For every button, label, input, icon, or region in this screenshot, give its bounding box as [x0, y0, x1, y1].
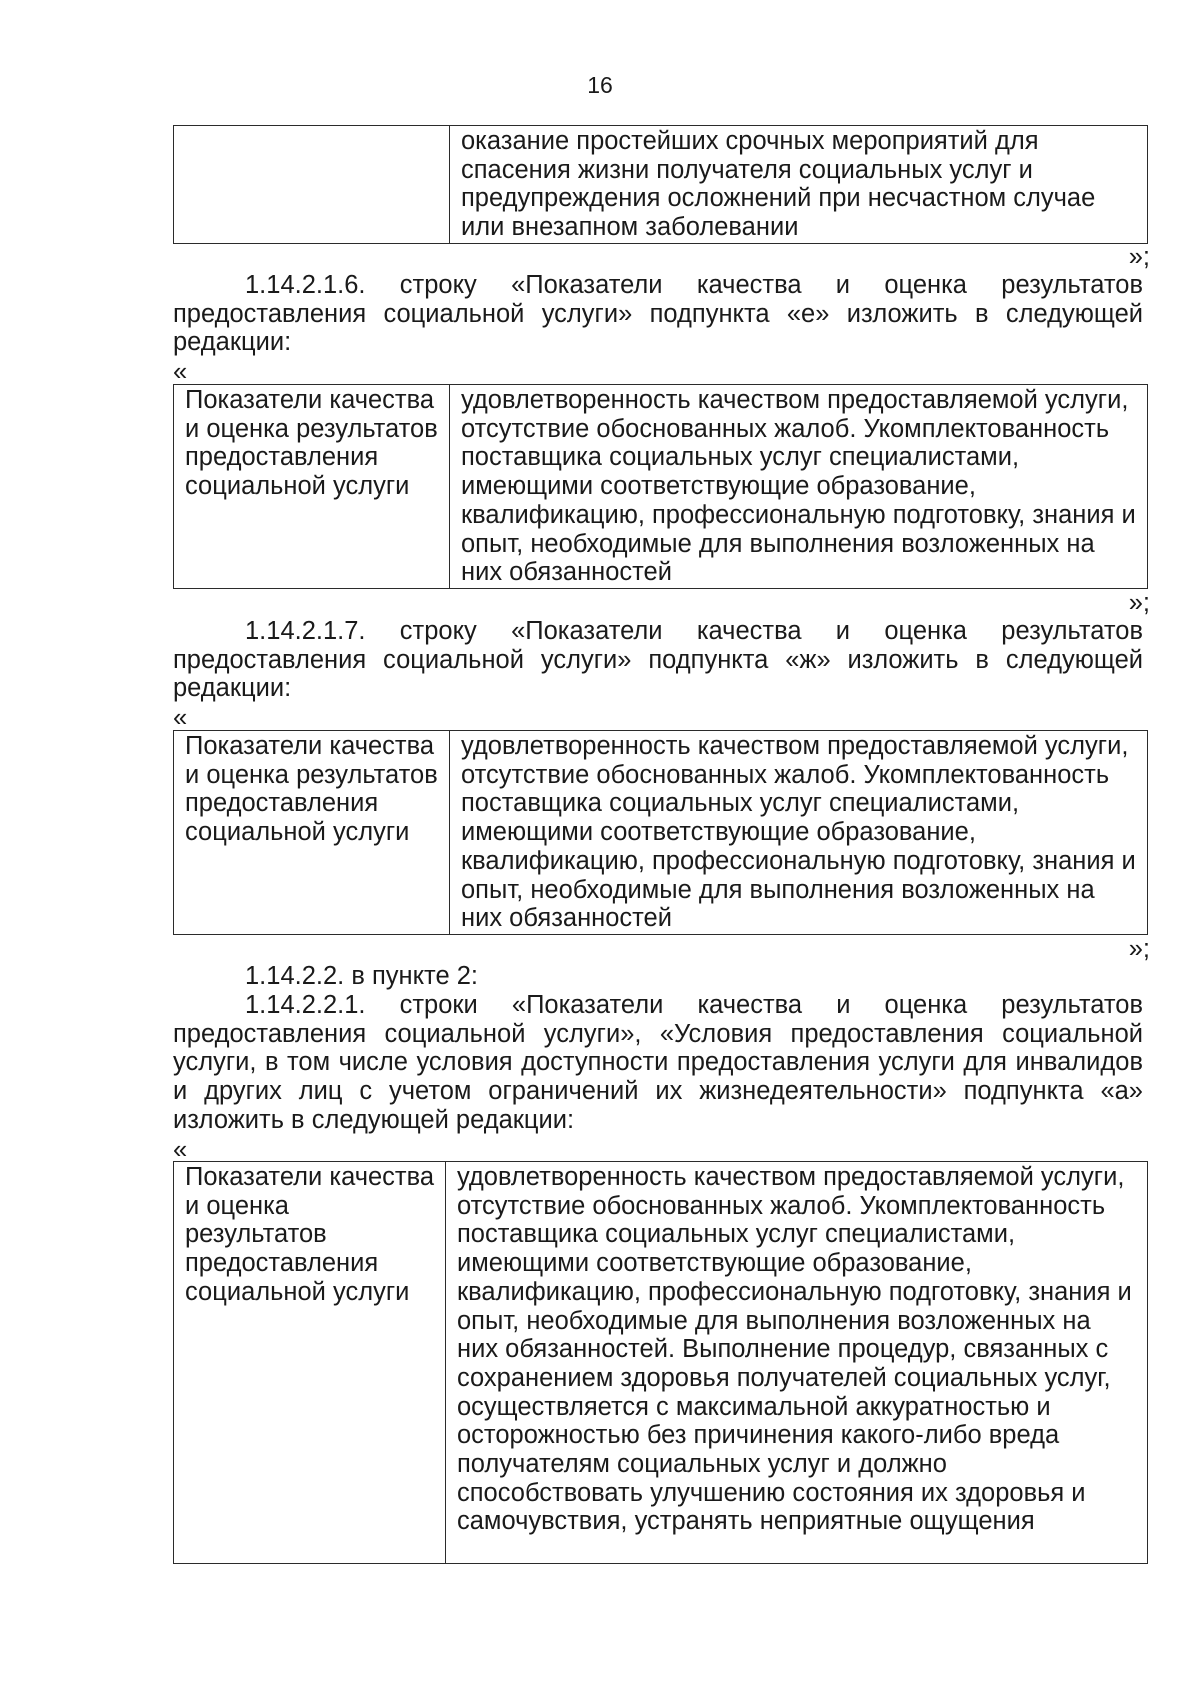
- amendment-paragraph-1-14-2-1-7: 1.14.2.1.7. строку «Показатели качества и оценка результатов предоставления социальной услуги» подпункта «ж» изложить в следующей редакции:: [173, 617, 1143, 703]
- table-cell-label: Показатели качества и оценка результатов предоставления социальной услуги: [174, 731, 450, 935]
- table-row: [174, 126, 1148, 244]
- table-cell-content: удовлетворенность качеством предоставляемой услуги, отсутствие обоснованных жалоб. Укомплектованность поставщика социальных услуг специалистами, имеющими соответствующие образование, квалификацию, профессиональную подготовку, знания и опыт, необходимые для выполнения возложенных на них обязанностей: [450, 385, 1148, 589]
- table-cell-content: удовлетворенность качеством предоставляемой услуги, отсутствие обоснованных жалоб. Укомплектованность поставщика социальных услуг специалистами, имеющими соответствующие образование, квалификацию, профессиональную подготовку, знания и опыт, необходимые для выполнения возложенных на них обязанностей: [450, 731, 1148, 935]
- table-row: [174, 385, 1148, 589]
- table-quality-indicators-zh: [173, 730, 1148, 935]
- opening-quote: «: [173, 704, 188, 732]
- table-row: [174, 1162, 1148, 1564]
- closing-quote: »;: [1128, 243, 1150, 271]
- table-row: [174, 731, 1148, 935]
- closing-quote: »;: [1128, 589, 1150, 617]
- opening-quote: «: [173, 358, 188, 386]
- closing-quote: »;: [1128, 935, 1150, 963]
- opening-quote: «: [173, 1136, 188, 1164]
- table-cell-label: [174, 126, 450, 244]
- amendment-paragraph-1-14-2-1-6: 1.14.2.1.6. строку «Показатели качества и оценка результатов предоставления социальной услуги» подпункта «е» изложить в следующей редакции:: [173, 271, 1143, 357]
- amendment-paragraph-1-14-2-2: 1.14.2.2. в пункте 2:: [245, 962, 478, 990]
- table-continuation: [173, 125, 1148, 244]
- page-number: 16: [587, 72, 613, 98]
- table-cell-content: оказание простейших срочных мероприятий для спасения жизни получателя социальных услуг и предупреждения осложнений при несчастном случае или внезапном заболевании: [450, 126, 1148, 244]
- table-quality-indicators-a: [173, 1161, 1148, 1564]
- table-cell-content: удовлетворенность качеством предоставляемой услуги, отсутствие обоснованных жалоб. Укомплектованность поставщика социальных услуг специалистами, имеющими соответствующие образование, квалификацию, профессиональную подготовку, знания и опыт, необходимые для выполнения возложенных на них обязанностей. Выполнение процедур, связанных с сохранением здоровья получателей социальных услуг, осуществляется с максимальной аккуратностью и осторожностью без причинения какого-либо вреда получателям социальных услуг и должно способствовать улучшению состояния их здоровья и самочувствия, устранять неприятные ощущения: [446, 1162, 1148, 1564]
- amendment-paragraph-1-14-2-2-1: 1.14.2.2.1. строки «Показатели качества и оценка результатов предоставления социальной услуги», «Условия предоставления социальной услуги, в том числе условия доступности предоставления услуги для инвалидов и других лиц с учетом ограничений их жизнедеятельности» подпункта «а» изложить в следующей редакции:: [173, 991, 1143, 1134]
- table-cell-label: Показатели качества и оценка результатов предоставления социальной услуги: [174, 1162, 446, 1564]
- table-cell-label: Показатели качества и оценка результатов предоставления социальной услуги: [174, 385, 450, 589]
- table-quality-indicators-e: [173, 384, 1148, 589]
